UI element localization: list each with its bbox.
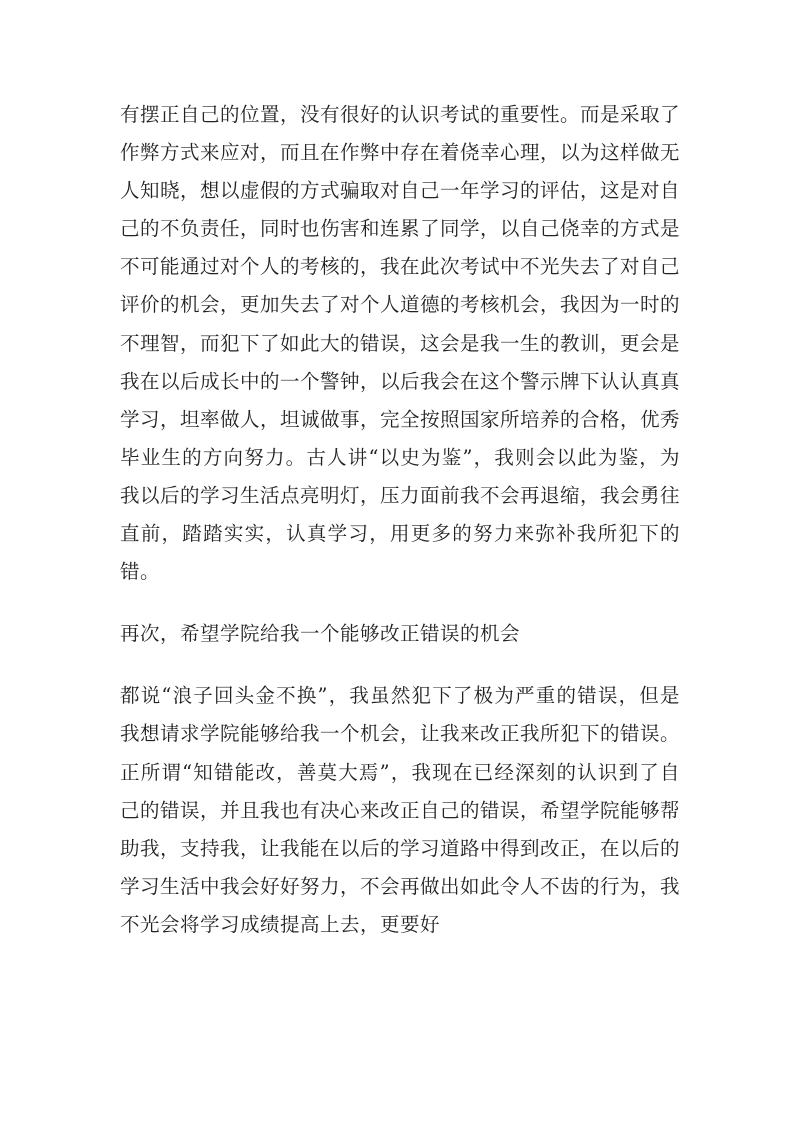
paragraph-heading-request: 再次，希望学院给我一个能够改正错误的机会 <box>120 622 521 646</box>
document-body <box>120 96 680 944</box>
paragraph-exam-reflection: 有摆正自己的位置，没有很好的认识考试的重要性。而是采取了作弊方式来应对，而且在作弊中存在着侥幸心理，以为这样做无人知晓，想以虚假的方式骗取对自己一年学习的评估，这是对自己的不负责任，同时也伤害和连累了同学，以自己侥幸的方式是不可能通过对个人的考核的，我在此次考试中不光失去了对自己评价的机会，更加失去了对个人道德的考核机会，我因为一时的不理智，而犯下了如此大的错误，这会是我一生的教训，更会是我在以后成长中的一个警钟，以后我会在这个警示牌下认认真真学习，坦率做人，坦诚做事，完全按照国家所培养的合格，优秀毕业生的方向努力。古人讲“以史为鉴”，我则会以此为鉴，为我以后的学习生活点亮明灯，压力面前我不会再退缩，我会勇往直前，踏踏实实，认真学习，用更多的努力来弥补我所犯下的错。 <box>120 103 681 584</box>
paragraph-plea: 都说“浪子回头金不换”，我虽然犯下了极为严重的错误，但是我想请求学院能够给我一个机会，让我来改正我所犯下的错误。正所谓“知错能改，善莫大焉”，我现在已经深刻的认识到了自己的错误，并且我也有决心来改正自己的错误，希望学院能够帮助我，支持我，让我能在以后的学习道路中得到改正，在以后的学习生活中我会好好努力，不会再做出如此令人不齿的行为，我不光会将学习成绩提高上去，更要好 <box>120 684 681 936</box>
